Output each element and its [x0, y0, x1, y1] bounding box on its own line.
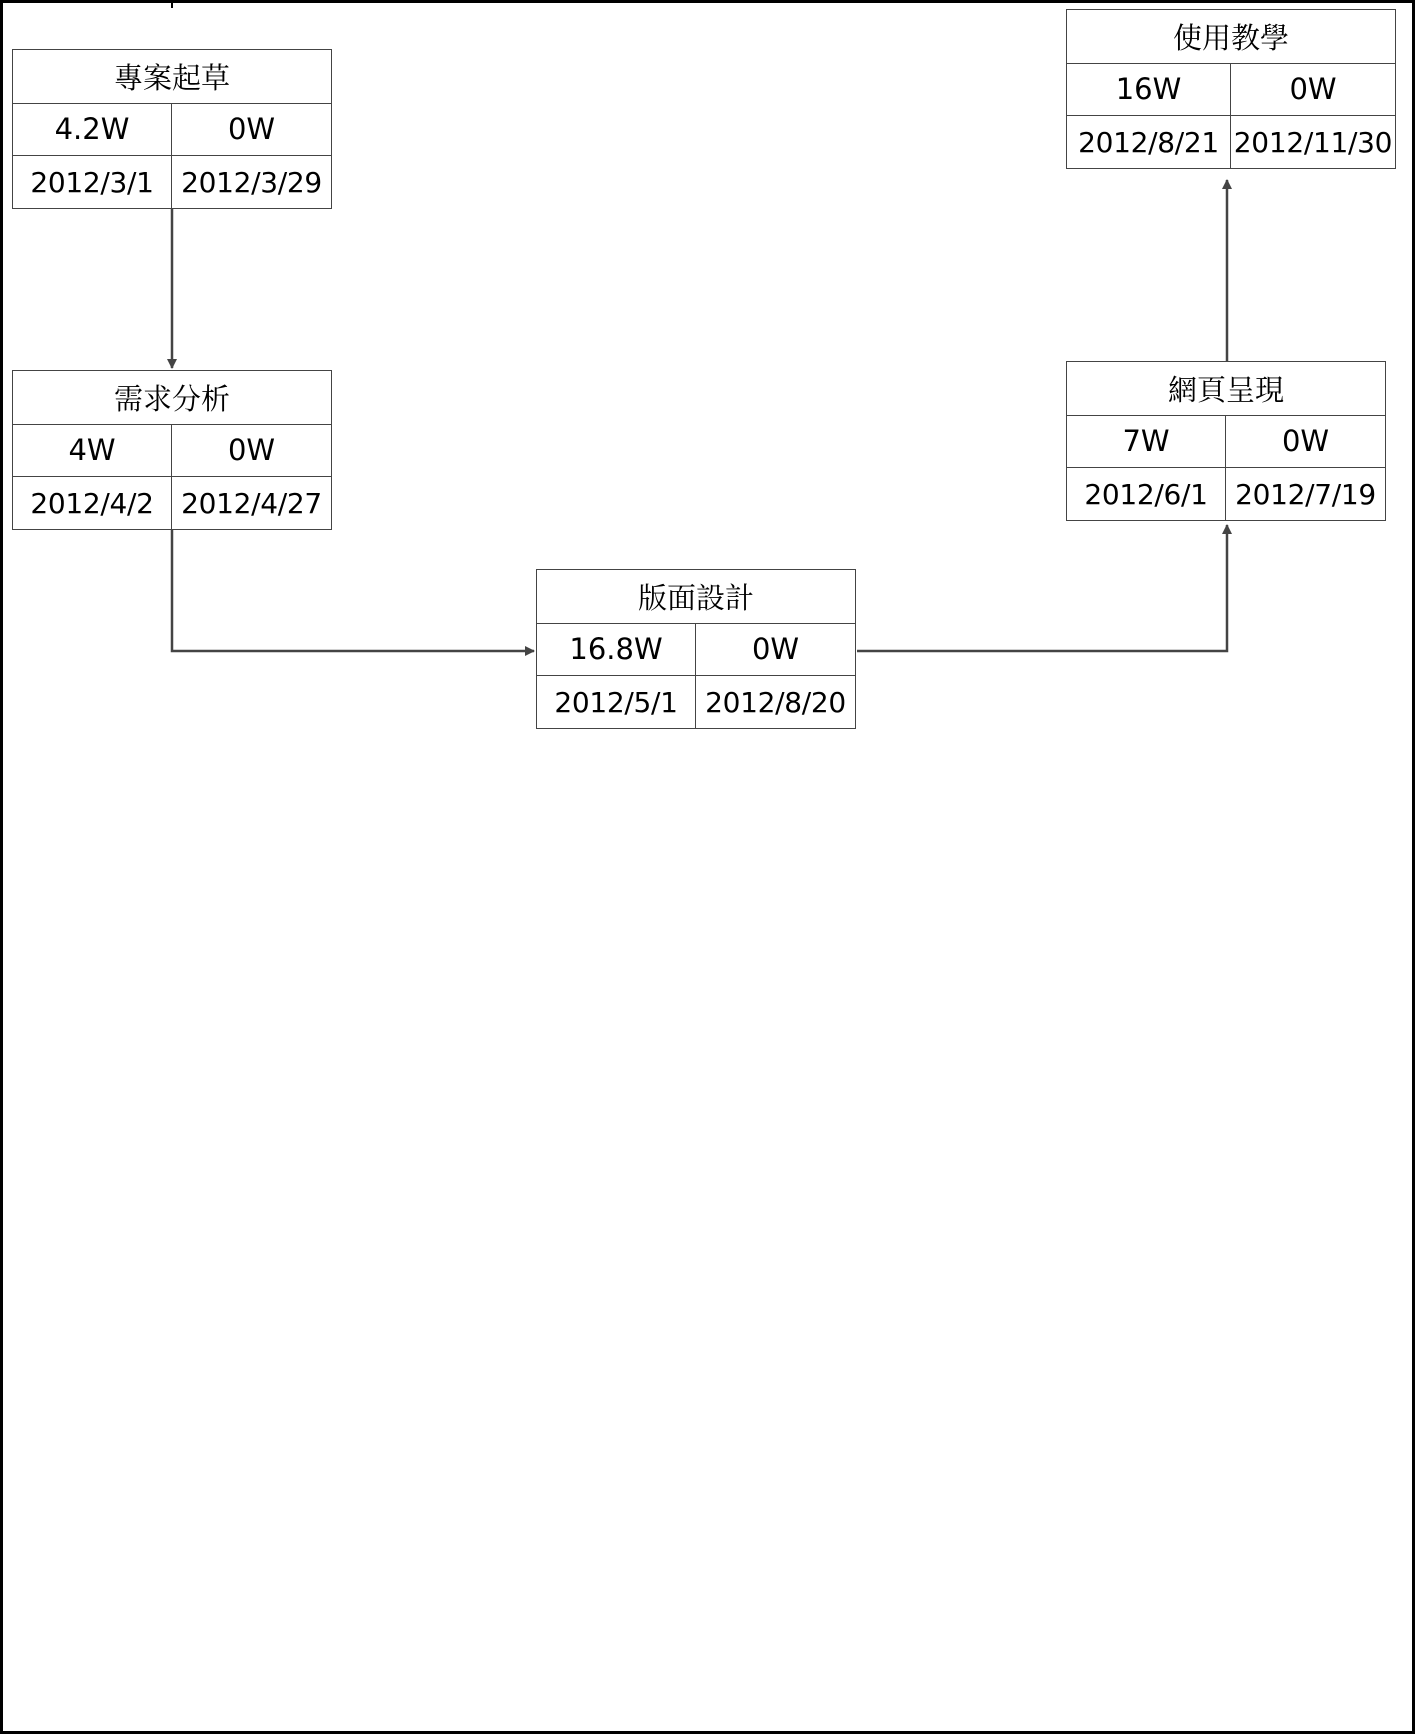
task-slack: 0W [172, 103, 331, 156]
task-duration: 4W [13, 424, 172, 477]
task-start-date: 2012/5/1 [537, 675, 696, 728]
task-end-date: 2012/3/29 [172, 155, 331, 208]
task-slack: 0W [172, 424, 331, 477]
task-end-date: 2012/7/19 [1226, 467, 1385, 520]
task-title: 專案起草 [113, 60, 230, 95]
task-duration: 4.2W [13, 103, 172, 156]
task-title: 網頁呈現 [1167, 372, 1284, 407]
task-node-analysis[interactable] [12, 370, 332, 530]
task-node-layout[interactable] [536, 569, 856, 729]
task-start-date: 2012/4/2 [13, 476, 172, 529]
task-end-date: 2012/8/20 [696, 675, 855, 728]
task-duration: 16W [1067, 63, 1231, 116]
connector-analysis-layout [172, 530, 534, 651]
task-start-date: 2012/8/21 [1067, 115, 1231, 168]
task-node-web[interactable] [1066, 361, 1386, 521]
task-title: 使用教學 [1172, 20, 1289, 55]
task-end-date: 2012/4/27 [172, 476, 331, 529]
task-node-draft[interactable] [12, 49, 332, 209]
task-slack: 0W [1226, 415, 1385, 468]
task-duration: 16.8W [537, 623, 696, 676]
task-node-tutorial[interactable] [1066, 9, 1396, 169]
connector-layout-web [857, 525, 1227, 651]
task-end-date: 2012/11/30 [1231, 115, 1395, 168]
task-slack: 0W [1231, 63, 1395, 116]
task-title: 需求分析 [113, 381, 230, 416]
task-duration: 7W [1067, 415, 1226, 468]
task-start-date: 2012/3/1 [13, 155, 172, 208]
task-title: 版面設計 [637, 580, 754, 615]
task-start-date: 2012/6/1 [1067, 467, 1226, 520]
task-slack: 0W [696, 623, 855, 676]
